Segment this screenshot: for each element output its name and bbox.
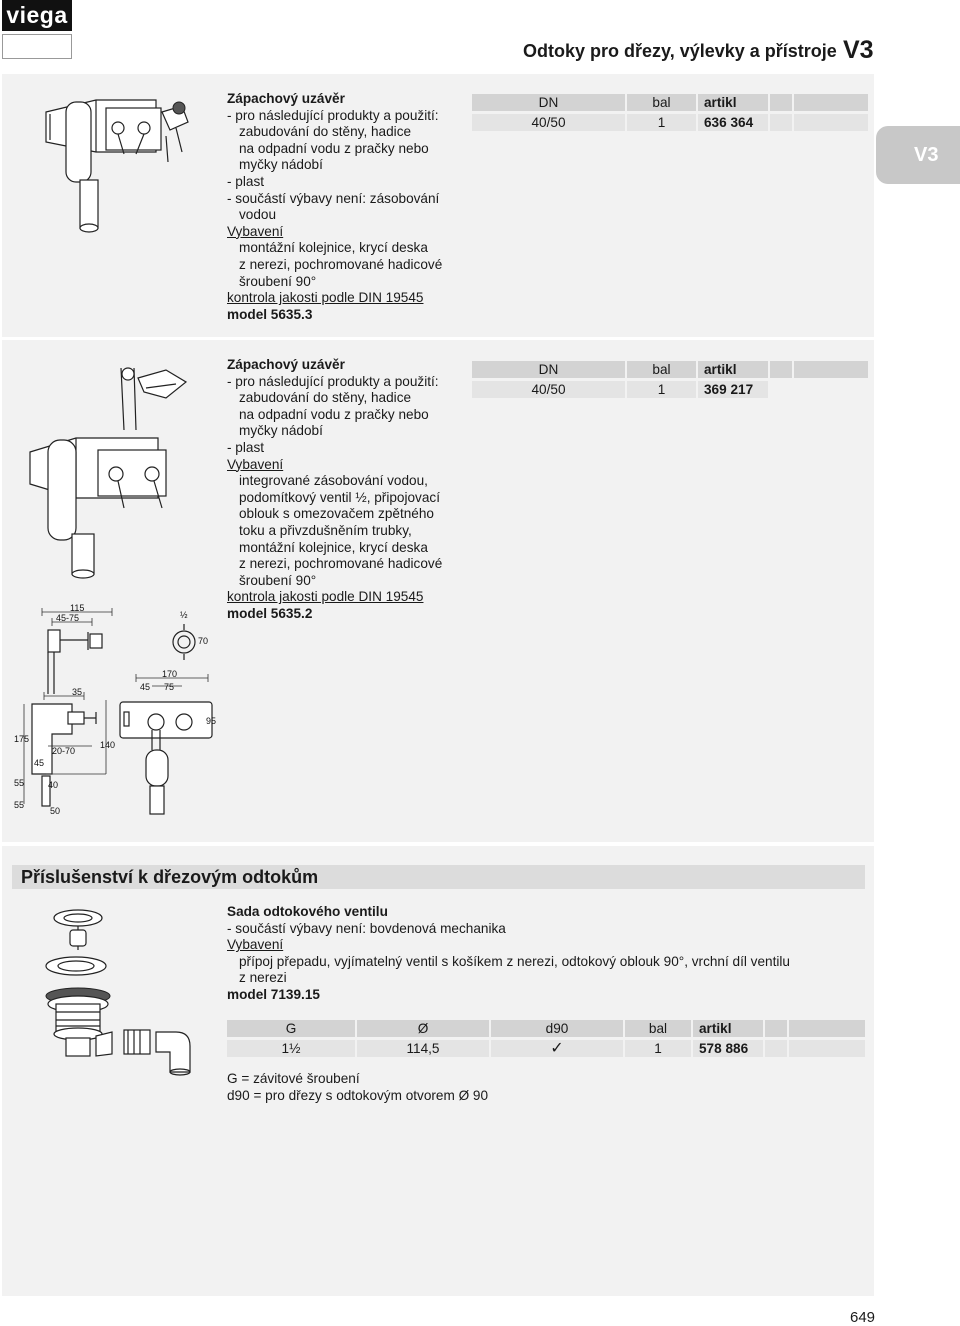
product2-equipment-label: Vybavení bbox=[227, 456, 284, 472]
product2-equipment-line: z nerezi, pochromované hadicové bbox=[239, 556, 443, 572]
table-cell-blank bbox=[794, 114, 868, 131]
product2-equipment-line: montážní kolejnice, krycí deska bbox=[239, 539, 428, 555]
dim-label: ½ bbox=[180, 610, 188, 620]
product2-table bbox=[470, 358, 870, 401]
table-cell: 369 217 bbox=[698, 381, 768, 398]
accessory-equipment-line: přípoj přepadu, vyjímatelný ventil s košíkem z nerezi, odtokový oblouk 90°, vrchní díl ventilu bbox=[239, 953, 790, 969]
dim-label: 75 bbox=[164, 682, 175, 692]
product2-line: na odpadní vodu z pračky nebo bbox=[239, 406, 429, 422]
side-tab-v3[interactable]: V3 bbox=[876, 126, 960, 184]
product1-line: na odpadní vodu z pračky nebo bbox=[239, 140, 429, 156]
page-number: 649 bbox=[850, 1309, 876, 1326]
product1-equipment-label: Vybavení bbox=[227, 223, 284, 239]
dim-label: 45-75 bbox=[56, 613, 80, 623]
dim-label: 20-70 bbox=[52, 746, 76, 756]
accessory-equipment-line: z nerezi bbox=[239, 970, 287, 986]
trap-illustration-1 bbox=[36, 92, 216, 252]
product1-line: - plast bbox=[227, 173, 265, 189]
accessories-section-title: Příslušenství k dřezovým odtokům bbox=[12, 865, 865, 889]
table-cell: 636 364 bbox=[698, 114, 768, 131]
table-cell: 40/50 bbox=[472, 381, 625, 398]
table-header: artikl bbox=[698, 94, 768, 111]
dim-label: 45 bbox=[34, 758, 45, 768]
table-cell-blank bbox=[794, 381, 868, 398]
product2-equipment-line: oblouk s omezovačem zpětného bbox=[239, 506, 434, 522]
product2-equipment-line: integrované zásobování vodou, bbox=[239, 473, 428, 489]
table-row bbox=[472, 114, 868, 131]
logo-frame bbox=[2, 34, 72, 59]
table-header-blank bbox=[770, 361, 792, 378]
dim-label: 95 bbox=[206, 716, 217, 726]
product2-line: zabudování do stěny, hadice bbox=[239, 390, 412, 406]
table-header: artikl bbox=[698, 361, 768, 378]
table-cell: 40/50 bbox=[472, 114, 625, 131]
table-cell-blank bbox=[770, 381, 792, 398]
table-header-row bbox=[227, 1020, 865, 1037]
accessory-equipment-label: Vybavení bbox=[227, 937, 284, 953]
dim-label: 55 bbox=[14, 778, 25, 788]
product2-description bbox=[227, 357, 442, 623]
table-header: bal bbox=[627, 94, 696, 111]
table-cell: 114,5 bbox=[357, 1040, 489, 1057]
product1-line: - pro následující produkty a použití: bbox=[227, 107, 439, 123]
table-header-blank bbox=[794, 94, 868, 111]
table-row bbox=[227, 1040, 865, 1057]
table-cell: 1 bbox=[627, 114, 696, 131]
accessory-model: model 7139.15 bbox=[227, 986, 320, 1002]
dim-label: 115 bbox=[70, 603, 85, 613]
product1-quality: kontrola jakosti podle DIN 19545 bbox=[227, 290, 424, 306]
table-cell-blank bbox=[789, 1040, 865, 1057]
accessory-description bbox=[227, 904, 790, 1004]
table-cell-blank bbox=[765, 1040, 787, 1057]
product2-line: myčky nádobí bbox=[239, 423, 323, 439]
table-cell: 1 bbox=[625, 1040, 691, 1057]
product1-line: myčky nádobí bbox=[239, 157, 323, 173]
dim-label: 45 bbox=[140, 682, 151, 692]
table-header: G bbox=[227, 1020, 355, 1037]
dim-label: 140 bbox=[100, 740, 116, 750]
product2-equipment-line: toku a přivzdušněním trubky, bbox=[239, 522, 412, 538]
page-title: Odtoky pro dřezy, výlevky a přístroje bbox=[523, 41, 837, 61]
dim-label: 55 bbox=[14, 800, 25, 810]
product1-equipment-line: montážní kolejnice, krycí deska bbox=[239, 240, 428, 256]
note-line: G = závitové šroubení bbox=[227, 1071, 360, 1086]
dim-label: 50 bbox=[50, 806, 61, 816]
product1-line: - součástí výbavy není: zásobování bbox=[227, 190, 440, 206]
table-cell: 1 bbox=[627, 381, 696, 398]
product1-description bbox=[227, 91, 442, 323]
table-header: d90 bbox=[491, 1020, 623, 1037]
table-header-row bbox=[472, 94, 868, 111]
table-header: artikl bbox=[693, 1020, 763, 1037]
table-cell: 578 886 bbox=[693, 1040, 763, 1057]
table-header: Ø bbox=[357, 1020, 489, 1037]
accessory-notes bbox=[227, 1071, 488, 1104]
section-code: V3 bbox=[843, 36, 874, 64]
accessory-table bbox=[225, 1017, 867, 1060]
viega-logo: viega bbox=[2, 0, 72, 31]
table-cell-blank bbox=[770, 114, 792, 131]
table-header-blank bbox=[789, 1020, 865, 1037]
product1-line: vodou bbox=[239, 207, 277, 223]
product2-equipment-line: podomítkový ventil ½, připojovací bbox=[239, 489, 440, 505]
dim-label: 175 bbox=[14, 734, 30, 744]
dim-label: 40 bbox=[48, 780, 59, 790]
product1-line: zabudování do stěny, hadice bbox=[239, 124, 412, 140]
product2-title: Zápachový uzávěr bbox=[227, 357, 345, 372]
table-header: DN bbox=[472, 94, 625, 111]
dim-label: 35 bbox=[72, 687, 83, 697]
table-header-blank bbox=[794, 361, 868, 378]
table-header-blank bbox=[770, 94, 792, 111]
product2-quality: kontrola jakosti podle DIN 19545 bbox=[227, 589, 424, 605]
note-line: d90 = pro dřezy s odtokovým otvorem Ø 90 bbox=[227, 1087, 489, 1103]
product1-equipment-line: šroubení 90° bbox=[239, 273, 317, 289]
table-header: bal bbox=[625, 1020, 691, 1037]
product1-model: model 5635.3 bbox=[227, 306, 313, 322]
table-header-row bbox=[472, 361, 868, 378]
dim-label: 170 bbox=[162, 669, 178, 679]
check-icon: ✓ bbox=[491, 1040, 623, 1057]
table-header-blank bbox=[765, 1020, 787, 1037]
product2-model: model 5635.2 bbox=[227, 605, 313, 621]
trap-illustration-2 bbox=[26, 360, 206, 580]
product1-title: Zápachový uzávěr bbox=[227, 91, 345, 106]
table-header: bal bbox=[627, 361, 696, 378]
dim-label: 70 bbox=[198, 636, 209, 646]
table-cell: 1½ bbox=[227, 1040, 355, 1057]
technical-drawing bbox=[12, 604, 222, 820]
table-header: DN bbox=[472, 361, 625, 378]
product2-line: - plast bbox=[227, 439, 265, 455]
product1-equipment-line: z nerezi, pochromované hadicové bbox=[239, 256, 443, 272]
product2-equipment-line: šroubení 90° bbox=[239, 572, 317, 588]
product2-line: - pro následující produkty a použití: bbox=[227, 373, 439, 389]
table-row bbox=[472, 381, 868, 398]
accessory-title: Sada odtokového ventilu bbox=[227, 904, 388, 919]
accessory-line: - součástí výbavy není: bovdenová mechanika bbox=[227, 920, 506, 936]
drain-valve-illustration bbox=[36, 906, 196, 1076]
product1-table bbox=[470, 91, 870, 134]
